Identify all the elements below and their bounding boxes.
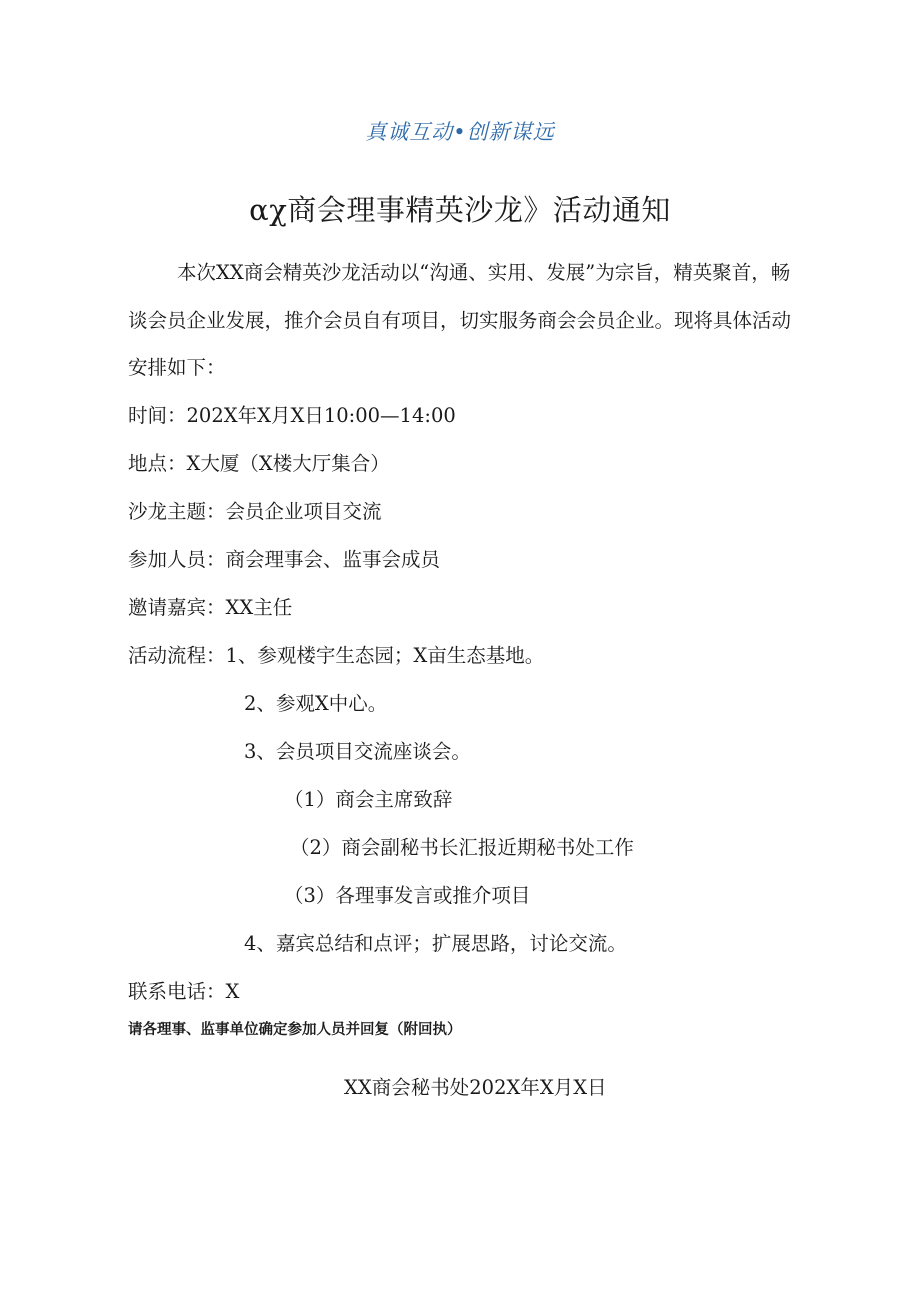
participants-line: 参加人员：商会理事会、监事会成员 [128,548,441,571]
process-step-1: 活动流程：1、参观楼宇生态园；X亩生态基地。 [128,644,545,667]
contact-line: 联系电话：X [128,980,240,1003]
signature-line: XX商会秘书处202X年X月X日 [344,1076,607,1099]
notice-title: αχ商会理事精英沙龙》活动通知 [249,193,671,227]
slogan: 真诚互动•创新谋远 [365,120,555,144]
time-line: 时间：202X年X月X日10:00—14:00 [128,404,456,427]
guest-line: 邀请嘉宾：XX主任 [128,596,293,619]
process-step-2: 2、参观X中心。 [244,692,388,715]
intro-paragraph [128,249,804,392]
process-step-3: 3、会员项目交流座谈会。 [244,740,471,763]
process-sub-3: （3）各理事发言或推介项目 [284,884,531,907]
reply-notice: 请各理事、监事单位确定参加人员并回复（附回执） [128,1022,462,1038]
process-sub-2: （2）商会副秘书长汇报近期秘书处工作 [290,836,634,859]
process-step-4: 4、嘉宾总结和点评；扩展思路，讨论交流。 [244,932,627,955]
location-line: 地点：X大厦（X楼大厅集合） [128,452,390,475]
process-sub-1: （1）商会主席致辞 [284,788,453,811]
theme-line: 沙龙主题：会员企业项目交流 [128,500,382,523]
intro-text: 本次XX商会精英沙龙活动以“沟通、实用、发展”为宗旨，精英聚首，畅谈会员企业发展，推介会员自有项目，切实服务商会会员企业。现将具体活动安排如下： [128,261,792,379]
